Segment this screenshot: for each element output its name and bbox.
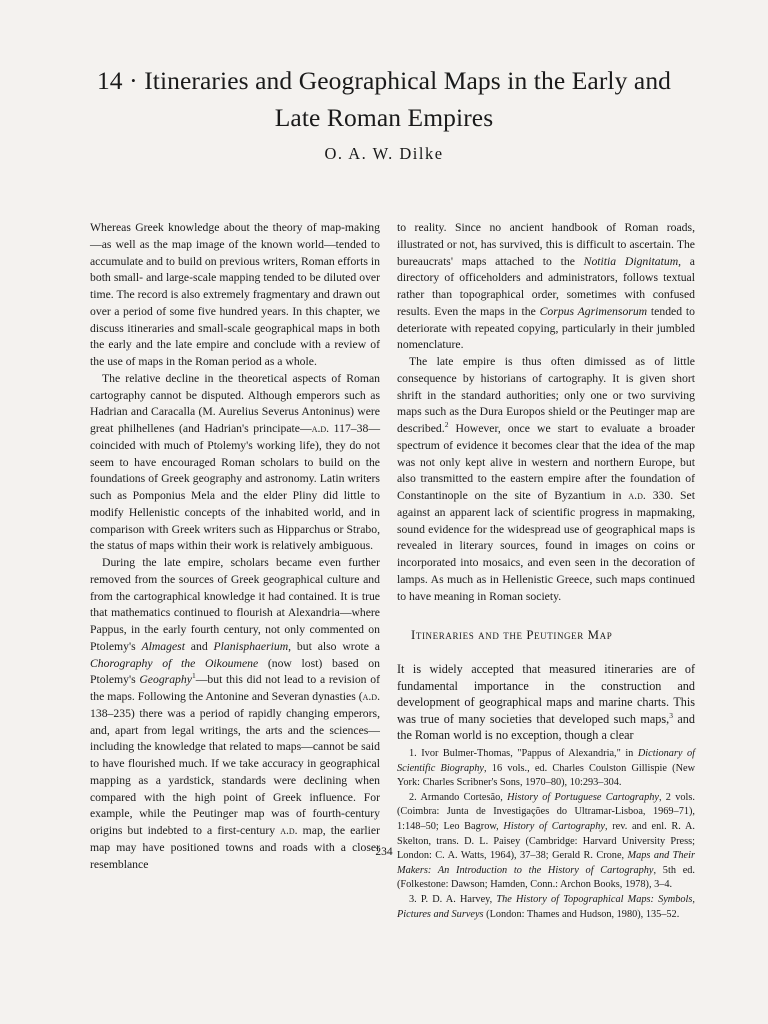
footnote-ref-2[interactable]: 2	[444, 420, 449, 430]
chapter-title	[40, 62, 728, 136]
chapter-author: O. A. W. Dilke	[324, 144, 444, 163]
paragraph: The late empire is thus often dimissed as of little consequence by historians of cartography. It is given short shrift in the standard authorities; only one or two surviving maps such as the Dura Europos shield or the Peutinger map are described.$^2$ However, once we start to evaluate a broader spectrum of evidence it becomes clear that the idea of the map was not only kept alive in western and northern Europe, but also transmitted to the eastern empire after the foundation of Constantinople on the site of Byzantium in a.d. 330. Set against an apparent lack of scientific progress in mapmaking, sound evidence for the widespread use of geographical maps is revealed in literary sources, found in images on coins or incorporated into mosaics, and even seen in the decoration of lamps. As much as in Hellenistic Greece, such maps continued to have meaning in Roman society.	[397, 355, 695, 603]
footnote-ref-1[interactable]: 1	[191, 671, 196, 681]
footnote-ref-3[interactable]: 3	[669, 710, 673, 720]
page-number: 234	[375, 846, 393, 858]
paragraph: to reality. Since no ancient handbook of Roman roads, illustrated or not, has survived, this is difficult to ascertain. The bureaucrats' maps attached to the Notitia Dignitatum, a directory of officeholders and administrators, follows textual rather than topographical order, sometimes with confused results. Even the maps in the Corpus Agrimensorum tended to deteriorate with repeated copying, particularly in their jumbled nomenclature.	[397, 221, 695, 352]
footnote-2: 2. Armando Cortesão, History of Portuguese Cartography, 2 vols. (Coimbra: Junta de Investigações do Ultramar-Lisboa, 1969–71), 1:148–50; Leo Bagrow, History of Cartography, rev. and enl. R. A. Skelton, trans. D. L. Paisey (Cambridge: Harvard University Press; London: C. A. Watts, 1964), 37–38; Gerald R. Crone, Maps and Their Makers: An Introduction to the History of Cartography, 5th ed. (Folkestone: Dawson; Hamden, Conn.: Archon Books, 1978), 3–4.	[397, 791, 696, 891]
left-column	[90, 220, 380, 873]
footnote-1: 1. Ivor Bulmer-Thomas, "Pappus of Alexandria," in Dictionary of Scientific Biography, 16 vols., ed. Charles Coulston Gillispie (New York: Charles Scribner's Sons, 1970–80), 10:293–304.	[397, 747, 696, 789]
section-heading: Itineraries and the Peutinger Map	[411, 628, 613, 643]
paragraph: Whereas Greek knowledge about the theory of map-making—as well as the map image of the known world—tended to accumulate and to build on previous writers, Roman efforts in both small- and large-scale mapping tended to be diluted over time. The record is also extremely fragmentary and drawn out over a period of some five hundred years. In this chapter, we discuss itineraries and small-scale geographical maps in both the early and the late empire and conclude with a review of the use of maps in the Roman period as a whole.	[90, 221, 380, 368]
paragraph: The relative decline in the theoretical aspects of Roman cartography cannot be disputed. Although emperors such as Hadrian and Caracalla (M. Aurelius Severus Antoninus) were great philhellenes (and Hadrian's principate—a.d. 117–38—coincided with much of Ptolemy's working life), they do not seem to have encouraged Roman scholars to build on the foundations of Greek geography and astronomy. Latin writers such as Pomponius Mela and the elder Pliny did little to modify Hellenistic concepts of the inhabited world, and in comparison with Greek writers such as Hipparchus or Strabo, the status of maps within their work is relatively ambiguous.	[90, 371, 381, 553]
paragraph: It is widely accepted that measured itineraries are of fundamental importance in the construction and development of geographical maps and marine charts. This was true of many societies that developed such maps,$^3$ and the Roman world is no exception, though a clear	[397, 662, 695, 743]
chapter-title-line-1: 14 · Itineraries and Geographical Maps in the Early and	[96, 66, 672, 95]
chapter-title-line-2: Late Roman Empires	[274, 103, 494, 132]
footnote-3: 3. P. D. A. Harvey, The History of Topographical Maps: Symbols, Pictures and Surveys (London: Thames and Hudson, 1980), 135–52.	[397, 893, 695, 920]
right-column	[397, 220, 695, 922]
paragraph: During the late empire, scholars became even further removed from the sources of Greek geographical culture and from the cartographical knowledge it had contained. It is true that mathematics continued to flourish at Alexandria—where Pappus, in the early fourth century, not only commented on Ptolemy's Almagest and Planisphaerium, but also wrote a Chorography of the Oikoumene (now lost) based on Ptolemy's Geography$^1$—but this did not lead to a revision of the maps. Following the Antonine and Severan dynasties (a.d. 138–235) there was a period of rapidly changing emperors, and, apart from legal writings, the arts and the sciences—including the knowledge that related to maps—cannot be said to have flourished much. If we take accuracy in geographical mapping as a yardstick, standards were declining when compared with the high point of Greek influence. For example, while the Peutinger map was of fourth-century origins but indebted to a first-century a.d. map, the earlier map may have positioned towns and roads with a closer resemblance	[90, 556, 381, 871]
footnotes	[397, 747, 695, 922]
